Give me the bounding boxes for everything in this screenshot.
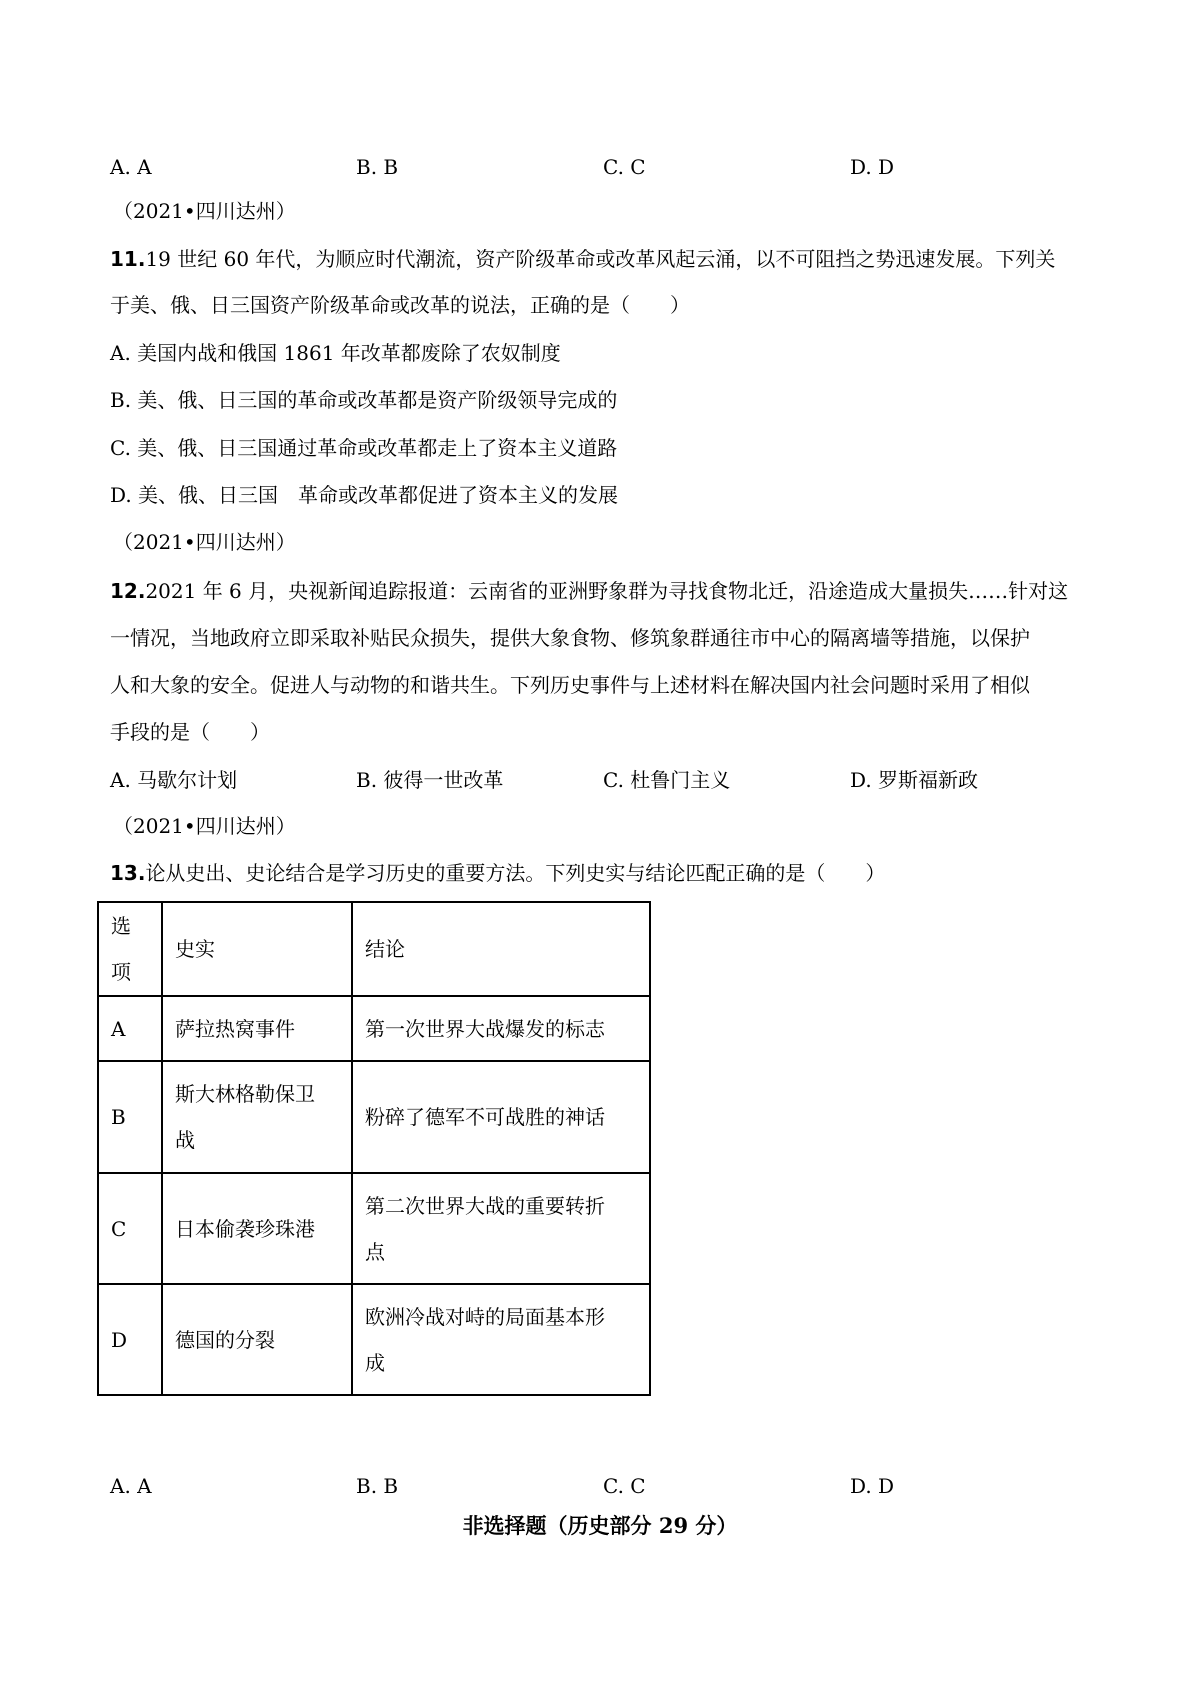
table-row [98, 1061, 650, 1173]
q13-option-a: A. A [110, 1474, 152, 1498]
q11-option-a: A. 美国内战和俄国 1861 年改革都废除了农奴制度 [110, 341, 561, 365]
q12-source: （2021•四川达州） [113, 530, 296, 554]
q12-option-b: B. 彼得一世改革 [356, 768, 504, 792]
q13-option-c: C. C [603, 1474, 646, 1498]
q13-table [97, 901, 651, 1396]
q11-number: 11. [110, 247, 146, 271]
q13-header-option [98, 902, 162, 996]
q12-stem-line-1 [110, 577, 1068, 605]
q13-row-d-option: D [98, 1284, 162, 1395]
q12-stem-line-2: 一情况，当地政府立即采取补贴民众损失，提供大象食物、修筑象群通往市中心的隔离墙等措施，以保护 [110, 626, 1030, 650]
q13-stem-text: 论从史出、史论结合是学习历史的重要方法。下列史实与结论匹配正确的是（ ） [145, 861, 886, 885]
q13-stem [110, 859, 885, 887]
q10-option-a: A. A [110, 155, 152, 179]
q13-row-a-conclusion: 第一次世界大战爆发的标志 [352, 996, 650, 1061]
q12-option-c: C. 杜鲁门主义 [603, 768, 731, 792]
q13-row-c-conclusion-l2: 点 [365, 1239, 385, 1264]
q11-stem-line-1 [110, 245, 1055, 273]
q13-row-d-conclusion-l2: 成 [365, 1350, 385, 1375]
q11-stem-text-1: 19 世纪 60 年代，为顺应时代潮流，资产阶级革命或改革风起云涌，以不可阻挡之势迅速发展。下列关 [145, 247, 1056, 271]
q13-row-b-option: B [98, 1061, 162, 1173]
q13-header-conclusion: 结论 [352, 902, 650, 996]
q12-stem-text-1: 2021 年 6 月，央视新闻追踪报道：云南省的亚洲野象群为寻找食物北迁，沿途造成大量损失……针对这 [145, 579, 1069, 603]
q10-option-c: C. C [603, 155, 646, 179]
q13-row-c-conclusion [352, 1173, 650, 1284]
q10-option-d: D. D [850, 155, 895, 179]
q13-table-header-row [98, 902, 650, 996]
q12-number: 12. [110, 579, 146, 603]
q13-row-b-fact-l2: 战 [175, 1128, 195, 1152]
q12-stem-line-3: 人和大象的安全。促进人与动物的和谐共生。下列历史事件与上述材料在解决国内社会问题时采用了相似 [110, 673, 1030, 697]
table-row [98, 996, 650, 1061]
q11-source: （2021•四川达州） [113, 199, 296, 223]
q13-row-d-conclusion [352, 1284, 650, 1395]
q13-row-b-fact [162, 1061, 352, 1173]
section-title: 非选择题（历史部分 29 分） [462, 1513, 738, 1538]
q13-number: 13. [110, 861, 146, 885]
q11-option-b: B. 美、俄、日三国的革命或改革都是资产阶级领导完成的 [110, 388, 618, 412]
q13-row-c-option: C [98, 1173, 162, 1284]
q10-option-b: B. B [356, 155, 399, 179]
q13-option-d: D. D [850, 1474, 895, 1498]
q13-row-c-conclusion-l1: 第二次世界大战的重要转折 [365, 1193, 605, 1218]
q12-option-d: D. 罗斯福新政 [850, 768, 979, 792]
q13-header-fact: 史实 [162, 902, 352, 996]
q13-row-c-fact: 日本偷袭珍珠港 [162, 1173, 352, 1284]
q13-row-b-conclusion: 粉碎了德军不可战胜的神话 [352, 1061, 650, 1173]
q12-stem-line-4: 手段的是（ ） [110, 720, 270, 744]
q11-option-d: D. 美、俄、日三国 革命或改革都促进了资本主义的发展 [110, 483, 619, 507]
q11-stem-line-2: 于美、俄、日三国资产阶级革命或改革的说法，正确的是（ ） [110, 293, 690, 317]
table-row [98, 1284, 650, 1395]
q13-row-a-fact: 萨拉热窝事件 [162, 996, 352, 1061]
q13-option-b: B. B [356, 1474, 399, 1498]
q13-row-d-conclusion-l1: 欧洲冷战对峙的局面基本形 [365, 1304, 605, 1329]
q11-option-c: C. 美、俄、日三国通过革命或改革都走上了资本主义道路 [110, 436, 618, 460]
q13-header-option-l2: 项 [111, 960, 131, 984]
q12-option-a: A. 马歇尔计划 [110, 768, 238, 792]
q13-header-option-l1: 选 [111, 914, 131, 938]
q13-source: （2021•四川达州） [113, 814, 296, 838]
q13-row-d-fact: 德国的分裂 [162, 1284, 352, 1395]
q13-row-a-option: A [98, 996, 162, 1061]
table-row [98, 1173, 650, 1284]
q13-row-b-fact-l1: 斯大林格勒保卫 [175, 1082, 315, 1106]
